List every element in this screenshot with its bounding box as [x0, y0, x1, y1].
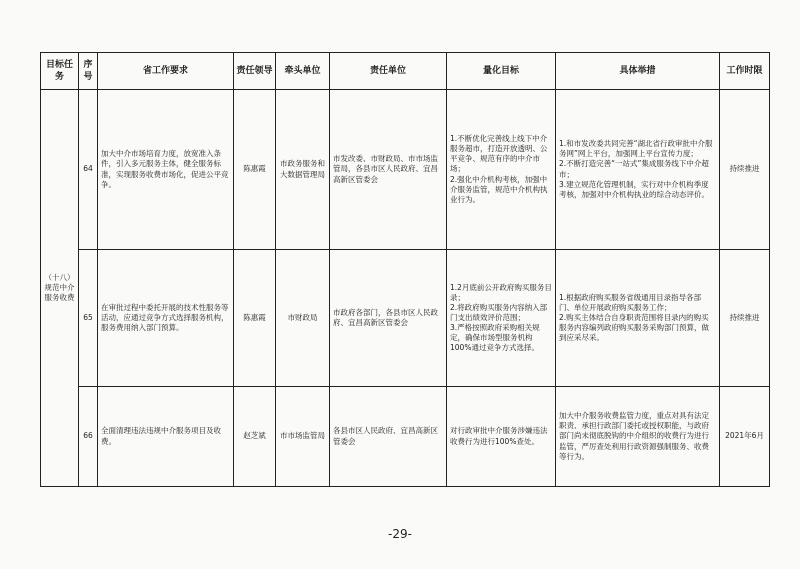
requirement-cell: 全面清理违法违规中介服务项目及收费。 [98, 387, 234, 487]
row-number: 65 [79, 250, 98, 387]
target-cell: 对行政审批中介服务涉嫌违法收费行为进行100%查处。 [447, 387, 556, 487]
row-number: 64 [79, 90, 98, 250]
row-number: 66 [79, 387, 98, 487]
leader-cell: 陈惠霞 [234, 90, 276, 250]
header-leader: 责任领导 [234, 53, 276, 90]
target-cell: 1.不断优化完善线上线下中介服务超市，打造开放透明、公平竞争、规范有序的中介市场； 2.强化中介机构考核，加强中介服务监管，规范中介机构执业行为。 [447, 90, 556, 250]
measures-cell: 1.和市发改委共同完善“湖北省行政审批中介服务网”网上平台，加强网上平台宣传力度； 2.不断打造完善“一站式”集成服务线下中介超市； 3.建立规范化管理机制，实行对中介机构季度考核，加强对中介机构执业的综合动态评价。 [556, 90, 720, 250]
lead-unit-cell: 市市场监管局 [276, 387, 330, 487]
header-row [41, 53, 770, 90]
task-table-container [40, 52, 770, 487]
table-row [41, 387, 770, 487]
lead-unit-cell: 市财政局 [276, 250, 330, 387]
header-no: 序号 [79, 53, 98, 90]
leader-cell: 赵芝斌 [234, 387, 276, 487]
page-number: -29- [388, 527, 412, 541]
header-lead-unit: 牵头单位 [276, 53, 330, 90]
target-cell: 1.2月底前公开政府购买服务目录； 2.将政府购买服务内容纳入部门支出绩效评价范围； 3.严格按照政府采购相关规定，确保市场型服务机构100%通过竞争方式选择。 [447, 250, 556, 387]
table-row [41, 250, 770, 387]
units-cell: 市政府各部门，各县市区人民政府、宜昌高新区管委会 [330, 250, 447, 387]
measures-cell: 加大中介服务收费监管力度，重点对具有法定职责、承担行政部门委托或授权职能，与政府部门尚未彻底脱钩的中介组织的收费行为进行监管，严厉查处利用行政资源强制服务、收费等行为。 [556, 387, 720, 487]
header-target: 量化目标 [447, 53, 556, 90]
goal-cell: （十八）规范中介服务收费 [41, 90, 79, 487]
lead-unit-cell: 市政务服务和大数据管理局 [276, 90, 330, 250]
deadline-cell: 2021年6月 [720, 387, 770, 487]
header-requirement: 省工作要求 [98, 53, 234, 90]
header-units: 责任单位 [330, 53, 447, 90]
units-cell: 市发改委、市财政局、市市场监管局，各县市区人民政府、宜昌高新区管委会 [330, 90, 447, 250]
requirement-cell: 在审批过程中委托开展的技术性服务等活动，应通过竞争方式选择服务机构，服务费用纳入部门预算。 [98, 250, 234, 387]
requirement-cell: 加大中介市场培育力度，放宽准入条件，引入多元服务主体，健全服务标准，实现服务收费市场化，促进公平竞争。 [98, 90, 234, 250]
leader-cell: 陈惠霞 [234, 250, 276, 387]
units-cell: 各县市区人民政府、宜昌高新区管委会 [330, 387, 447, 487]
header-goal: 目标任务 [41, 53, 79, 90]
deadline-cell: 持续推进 [720, 250, 770, 387]
table-row [41, 90, 770, 250]
header-deadline: 工作时限 [720, 53, 770, 90]
task-table [40, 52, 770, 487]
header-measures: 具体举措 [556, 53, 720, 90]
measures-cell: 1.根据政府购买服务省级通用目录指导各部门、单位开展政府购买服务工作； 2.购买主体结合自身职责范围将目录内的购买服务内容编列政府购买服务采购部门预算，做到应采尽采。 [556, 250, 720, 387]
deadline-cell: 持续推进 [720, 90, 770, 250]
